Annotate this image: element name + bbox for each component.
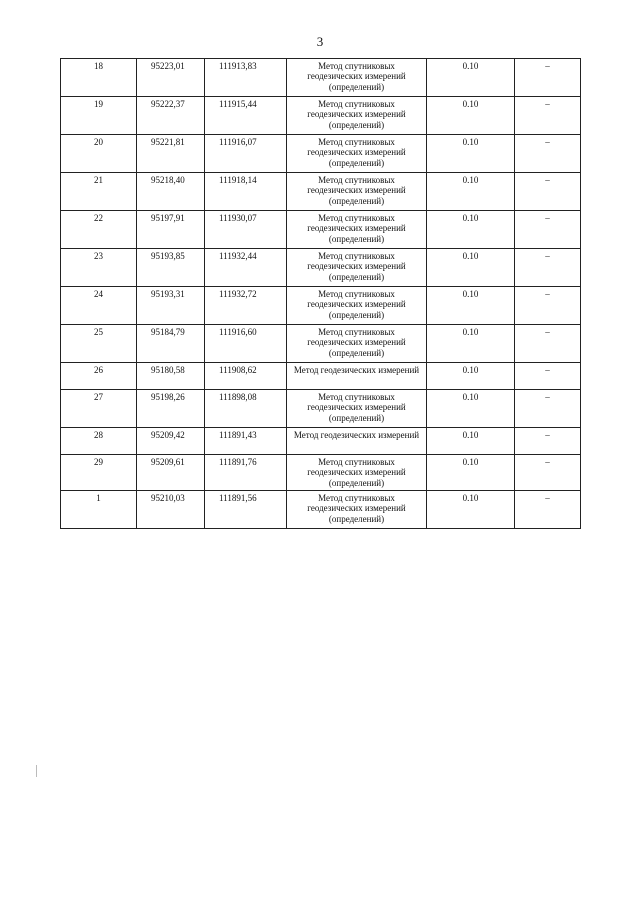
point-number-cell: 29 [61,455,137,491]
note-cell: – [515,135,581,173]
accuracy-cell: 0.10 [427,363,515,390]
accuracy-cell: 0.10 [427,173,515,211]
table-row [61,211,581,249]
x-coordinate-cell: 95223,01 [137,59,205,97]
accuracy-cell: 0.10 [427,325,515,363]
table-row [61,390,581,428]
y-coordinate-cell: 111932,72 [205,287,287,325]
y-coordinate-cell: 111930,07 [205,211,287,249]
method-cell: Метод спутниковых геодезических измерений (определений) [287,491,427,529]
x-coordinate-cell: 95221,81 [137,135,205,173]
method-cell: Метод спутниковых геодезических измерений (определений) [287,249,427,287]
y-coordinate-cell: 111891,43 [205,428,287,455]
accuracy-cell: 0.10 [427,287,515,325]
note-cell: – [515,455,581,491]
note-cell: – [515,491,581,529]
method-cell: Метод спутниковых геодезических измерений (определений) [287,390,427,428]
method-cell: Метод спутниковых геодезических измерений (определений) [287,325,427,363]
x-coordinate-cell: 95180,58 [137,363,205,390]
page-number: 3 [316,34,324,49]
method-cell: Метод спутниковых геодезических измерений (определений) [287,173,427,211]
coordinates-table [60,58,581,529]
x-coordinate-cell: 95209,61 [137,455,205,491]
y-coordinate-cell: 111916,60 [205,325,287,363]
note-cell: – [515,325,581,363]
method-cell: Метод спутниковых геодезических измерений (определений) [287,211,427,249]
y-coordinate-cell: 111918,14 [205,173,287,211]
point-number-cell: 21 [61,173,137,211]
x-coordinate-cell: 95193,31 [137,287,205,325]
point-number-cell: 27 [61,390,137,428]
accuracy-cell: 0.10 [427,249,515,287]
point-number-cell: 20 [61,135,137,173]
method-cell: Метод геодезических измерений [287,363,427,390]
accuracy-cell: 0.10 [427,390,515,428]
method-cell: Метод спутниковых геодезических измерений (определений) [287,287,427,325]
method-cell: Метод спутниковых геодезических измерений (определений) [287,455,427,491]
table-row [61,287,581,325]
note-cell: – [515,173,581,211]
table-row [61,59,581,97]
table-row [61,363,581,390]
note-cell: – [515,211,581,249]
x-coordinate-cell: 95198,26 [137,390,205,428]
accuracy-cell: 0.10 [427,455,515,491]
x-coordinate-cell: 95193,85 [137,249,205,287]
accuracy-cell: 0.10 [427,428,515,455]
accuracy-cell: 0.10 [427,491,515,529]
x-coordinate-cell: 95222,37 [137,97,205,135]
method-cell: Метод геодезических измерений [287,428,427,455]
note-cell: – [515,59,581,97]
x-coordinate-cell: 95210,03 [137,491,205,529]
y-coordinate-cell: 111891,56 [205,491,287,529]
point-number-cell: 1 [61,491,137,529]
x-coordinate-cell: 95184,79 [137,325,205,363]
table-row [61,325,581,363]
accuracy-cell: 0.10 [427,97,515,135]
accuracy-cell: 0.10 [427,211,515,249]
method-cell: Метод спутниковых геодезических измерений (определений) [287,97,427,135]
y-coordinate-cell: 111898,08 [205,390,287,428]
note-cell: – [515,363,581,390]
y-coordinate-cell: 111915,44 [205,97,287,135]
table-row [61,97,581,135]
y-coordinate-cell: 111916,07 [205,135,287,173]
point-number-cell: 23 [61,249,137,287]
point-number-cell: 22 [61,211,137,249]
scan-mark [36,765,37,777]
note-cell: – [515,287,581,325]
method-cell: Метод спутниковых геодезических измерений (определений) [287,135,427,173]
point-number-cell: 19 [61,97,137,135]
y-coordinate-cell: 111891,76 [205,455,287,491]
y-coordinate-cell: 111908,62 [205,363,287,390]
coordinates-table-body [61,59,581,529]
point-number-cell: 18 [61,59,137,97]
point-number-cell: 26 [61,363,137,390]
accuracy-cell: 0.10 [427,59,515,97]
y-coordinate-cell: 111913,83 [205,59,287,97]
method-cell: Метод спутниковых геодезических измерений (определений) [287,59,427,97]
point-number-cell: 25 [61,325,137,363]
y-coordinate-cell: 111932,44 [205,249,287,287]
note-cell: – [515,97,581,135]
table-row [61,173,581,211]
table-row [61,135,581,173]
note-cell: – [515,249,581,287]
note-cell: – [515,390,581,428]
note-cell: – [515,428,581,455]
accuracy-cell: 0.10 [427,135,515,173]
point-number-cell: 28 [61,428,137,455]
x-coordinate-cell: 95209,42 [137,428,205,455]
table-row [61,428,581,455]
x-coordinate-cell: 95218,40 [137,173,205,211]
table-row [61,455,581,491]
table-row [61,491,581,529]
table-row [61,249,581,287]
x-coordinate-cell: 95197,91 [137,211,205,249]
point-number-cell: 24 [61,287,137,325]
